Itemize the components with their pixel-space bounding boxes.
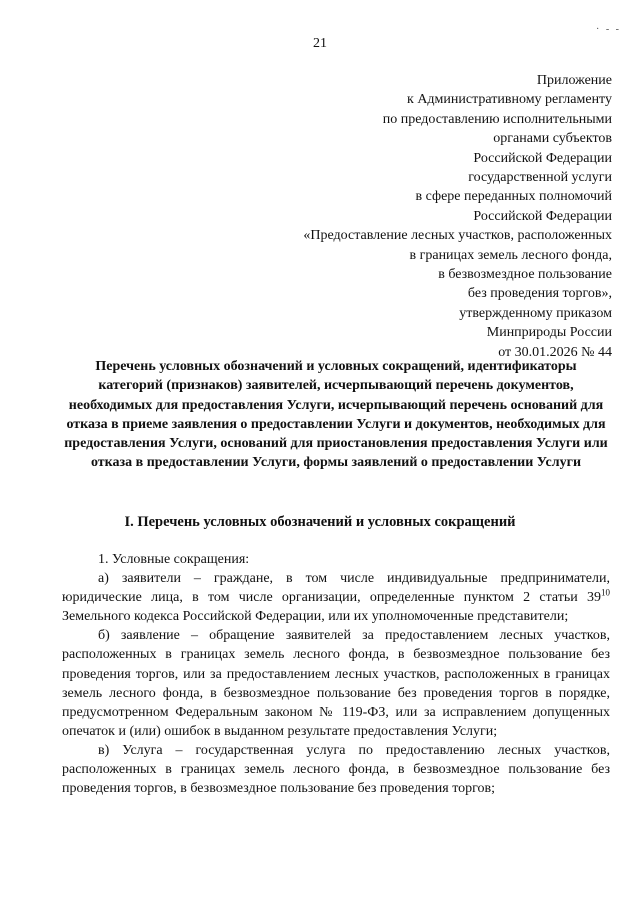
section-heading: I. Перечень условных обозначений и условных сокращений: [124, 514, 516, 530]
appendix-line: в безвозмездное пользование: [438, 267, 612, 283]
appendix-line: от 30.01.2026 № 44: [498, 344, 612, 360]
page-number: 21: [313, 36, 327, 51]
list-item: 1. Условные сокращения:: [98, 552, 250, 567]
list-item: [62, 569, 610, 626]
item-a-text-end: Земельного кодекса Российской Федерации, или их уполномоченные представители;: [62, 609, 569, 625]
appendix-line: государственной услуги: [468, 170, 612, 186]
appendix-line: в сфере переданных полномочий: [415, 189, 612, 205]
appendix-line: без проведения торгов»,: [467, 286, 612, 302]
list-item: б) заявление – обращение заявителей за предоставлением лесных участков, расположенных в границах земель лесного фонда, в безвозмездное пользование без проведения торгов, или за предоставлением лесных участков, расположенных в границах земель лесного фонда, в безвозмездное пользование без проведения торгов в порядке, предусмотренном Федеральным законом № 119-ФЗ, или за исправлением допущенных опечаток и (или) ошибок в выданном результате предоставления Услуги;: [62, 628, 610, 739]
appendix-line: по предоставлению исполнительными: [382, 111, 612, 127]
appendix-line: органами субъектов: [493, 131, 612, 147]
appendix-line: «Предоставление лесных участков, расположенных: [303, 228, 612, 244]
list-item: в) Услуга – государственная услуга по предоставлению лесных участков, расположенных в границах земель лесного фонда, в безвозмездное пользование без проведения торгов, в безвозмездное пользование без проведения торгов;: [62, 742, 610, 797]
body-text: [62, 550, 610, 798]
footnote-superscript: 10: [601, 587, 610, 598]
appendix-line: Российской Федерации: [473, 208, 612, 224]
appendix-line: утвержденному приказом: [459, 305, 612, 321]
appendix-line: Российской Федерации: [473, 150, 612, 166]
corner-mark: · - -: [596, 24, 621, 35]
appendix-line: к Административному регламенту: [407, 92, 612, 108]
appendix-line: в границах земель лесного фонда,: [409, 247, 612, 263]
appendix-line: Приложение: [536, 73, 612, 88]
appendix-block: [232, 71, 612, 362]
document-title: Перечень условных обозначений и условных сокращений, идентификаторы категорий (признаков) заявителей, исчерпывающий перечень документов, необходимых для предоставления Услуги, исчерпывающий перечень оснований для отказа в приеме заявления о предоставлении Услуги и документов, необходимых для предоставления Услуги, оснований для приостановления предоставления Услуги или отказа в предоставлении Услуги, формы заявлений о предоставлении Услуги: [64, 359, 608, 471]
appendix-line: Минприроды России: [486, 325, 612, 341]
item-a-text: а) заявители – граждане, в том числе индивидуальные предприниматели, юридические лица, в том числе организации, определенные пунктом 2 статьи 39: [62, 571, 610, 606]
